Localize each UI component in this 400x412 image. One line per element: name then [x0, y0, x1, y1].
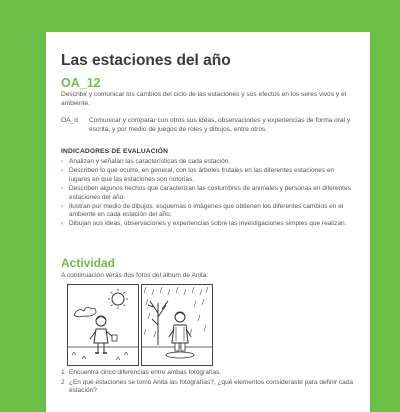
photo-winter [141, 284, 213, 366]
oa-description: Describir y comunicar los cambios del ciclo de las estaciones y sus efectos en los seres vivos y el ambiente. [61, 91, 347, 107]
oa-d-text: Comunicar y comparar con otros sus ideas, observaciones y experiencias de forma oral y escrita, y por medio de juegos de roles y dibujos, entre otros. [89, 117, 351, 133]
activity-title: Actividad [61, 256, 116, 270]
indicator-text: Analizan y señalan las características de cada estación. [69, 158, 231, 165]
winter-illustration [142, 285, 212, 365]
question-number: 2 [61, 378, 65, 386]
list-item [61, 185, 357, 203]
question-item [61, 369, 357, 378]
photo-summer [67, 284, 139, 366]
bullet-icon: › [61, 220, 64, 228]
questions-list [61, 369, 357, 397]
indicator-text: Describen lo que ocurre, en general, con los árboles frutales en las diferentes estaciones en lugares en que las estaciones son notorias. [69, 166, 335, 183]
bullet-icon: › [61, 202, 64, 210]
oa-code: OA_12 [61, 76, 101, 90]
bullet-icon: › [61, 158, 64, 165]
indicators-title: INDICADORES DE EVALUACIÓN [61, 148, 169, 155]
bullet-icon: › [61, 184, 64, 192]
oa-d-code: OA_d [61, 117, 78, 124]
question-text: ¿En qué estaciones se tomó Anita las fotografías?, ¿qué elementos consideraste para definir cada estación? [69, 378, 354, 395]
indicator-text: Describen algunos hechos que caracterizan las costumbres de animales y personas en diferentes estaciones del año. [69, 184, 351, 201]
page-title: Las estaciones del año [61, 52, 231, 69]
question-item [61, 379, 357, 396]
list-item [61, 158, 357, 167]
indicators-list [61, 158, 357, 229]
question-text: Encuentra cinco diferencias entre ambas fotografías. [69, 369, 222, 376]
list-item [61, 167, 357, 185]
bullet-icon: › [61, 166, 64, 174]
worksheet-page [46, 32, 370, 412]
indicator-text: Ilustran por medio de dibujos, esquemas o imágenes que obtienen los diferentes cambios en el ambiente en cada estación del año. [69, 202, 344, 219]
indicator-text: Dibujan sus ideas, observaciones y experiencias sobre las investigaciones simples que realizan. [69, 220, 347, 228]
list-item [61, 220, 357, 229]
summer-illustration [68, 285, 138, 365]
question-number: 1 [61, 369, 65, 376]
list-item [61, 203, 357, 221]
activity-intro: A continuación verás dos fotos del álbum de Anita: [61, 272, 209, 279]
